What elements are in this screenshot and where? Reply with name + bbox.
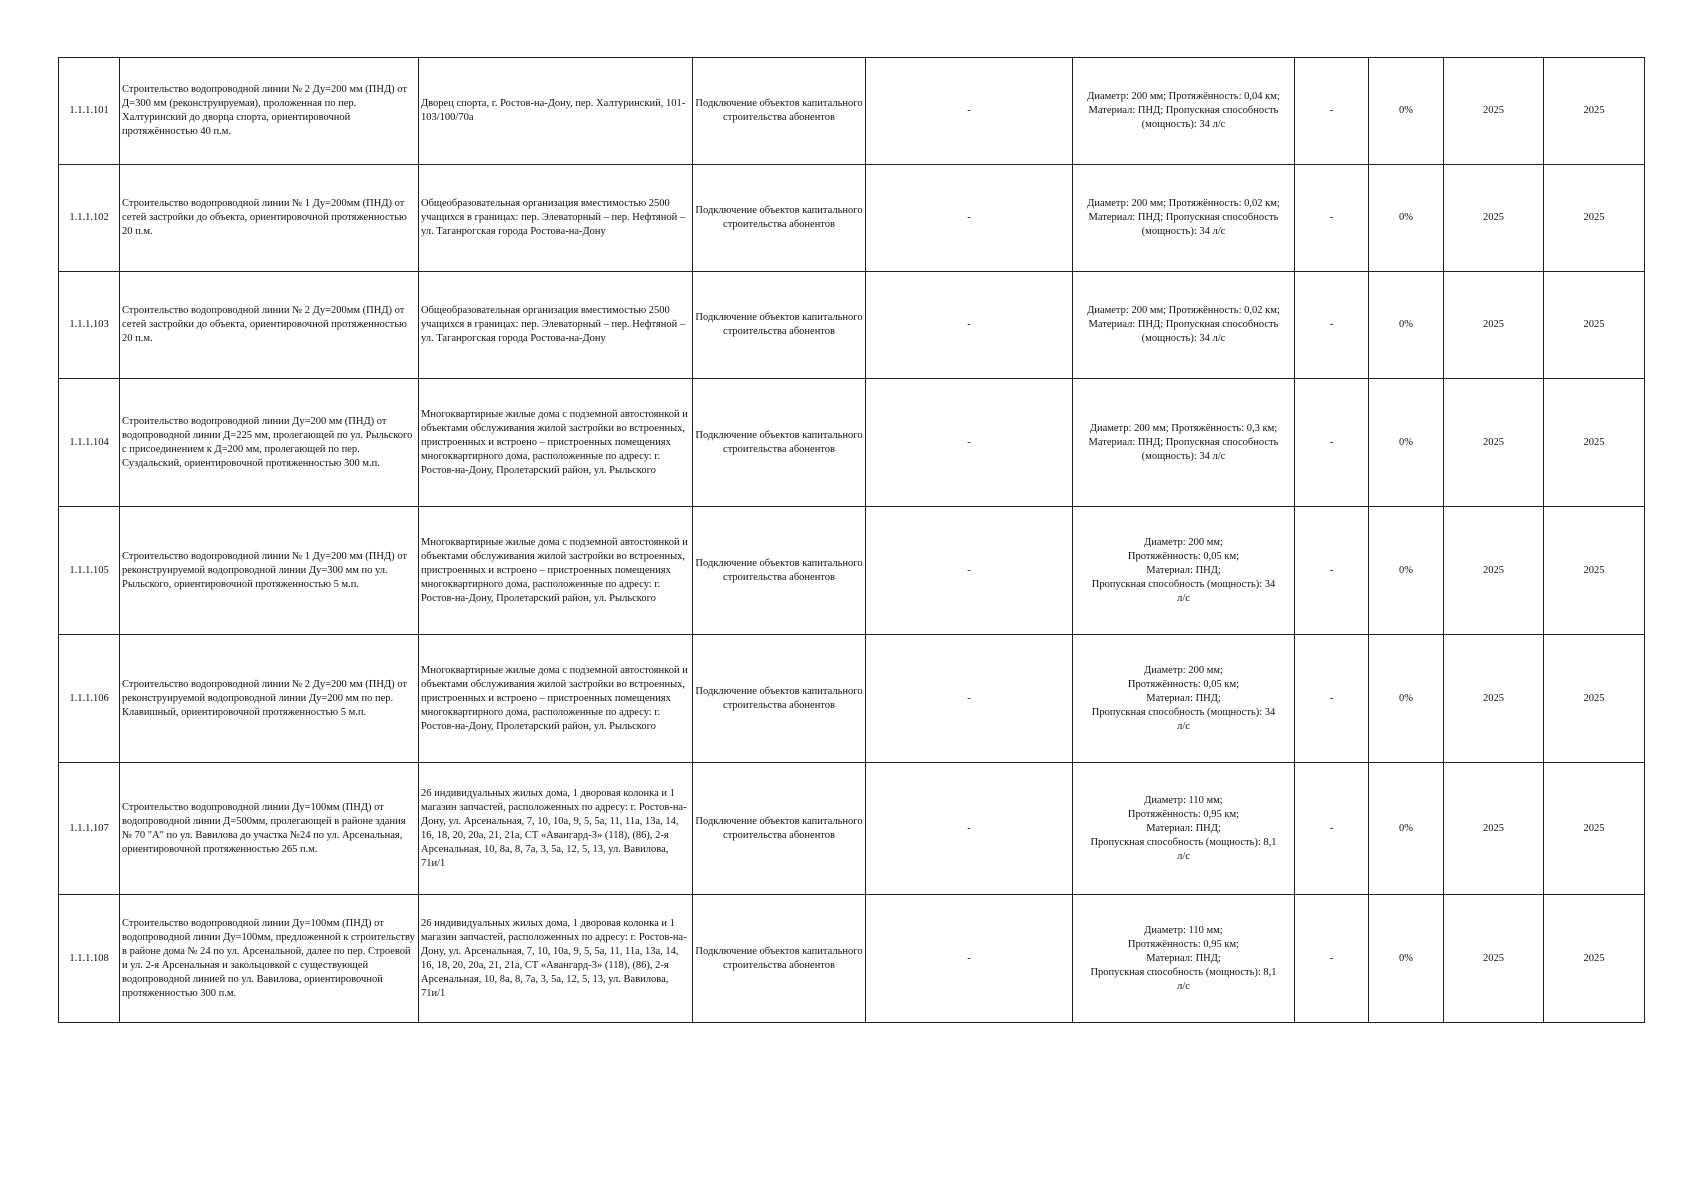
purpose-cell: Подключение объектов капитального строительства абонентов [693,58,866,165]
technical-parameter-line: (мощность): 34 л/с [1141,119,1226,130]
technical-parameters-cell [1073,272,1295,379]
table-row [59,895,1645,1023]
technical-parameter-line: Пропускная способность (мощность): 8,1 [1090,836,1277,848]
year-end-cell: 2025 [1544,272,1645,379]
table-row [59,379,1645,507]
completion-percent-cell: 0% [1369,635,1444,763]
row-id-cell: 1.1.1.103 [59,272,120,379]
year-start-cell: 2025 [1444,379,1544,507]
technical-parameters-cell [1073,763,1295,895]
row-id-cell: 1.1.1.108 [59,895,120,1023]
technical-parameter-line: л/с [1177,592,1190,604]
purpose-cell: Подключение объектов капитального строительства абонентов [693,895,866,1023]
technical-parameters-cell [1073,635,1295,763]
row-id-cell: 1.1.1.101 [59,58,120,165]
technical-parameters-cell [1073,895,1295,1023]
technical-parameters-cell [1073,507,1295,635]
technical-parameter-line: Диаметр: 200 мм; Протяжённость: 0,3 км; [1089,422,1278,434]
object-address-cell: Многоквартирные жилые дома с подземной автостоянкой и объектами обслуживания жилой застройки во встроенных, пристроенных и встроено – пристроенных помещениях многоквартирного дома, расположенные по адресу: г. Ростов-на-Дону, Пролетарский район, ул. Рыльского [419,507,693,635]
empty-value-cell: - [1295,165,1369,272]
empty-value-cell: - [866,507,1073,635]
completion-percent-cell: 0% [1369,507,1444,635]
year-end-cell: 2025 [1544,58,1645,165]
row-id-cell: 1.1.1.106 [59,635,120,763]
object-address-cell: Дворец спорта, г. Ростов-на-Дону, пер. Халтуринский, 101-103/100/70а [419,58,693,165]
object-address-cell: Многоквартирные жилые дома с подземной автостоянкой и объектами обслуживания жилой застройки во встроенных, пристроенных и встроено – пристроенных помещениях многоквартирного дома, расположенные по адресу: г. Ростов-на-Дону, Пролетарский район, ул. Рыльского [419,379,693,507]
empty-value-cell: - [1295,507,1369,635]
technical-parameter-line: Протяжённость: 0,95 км; [1127,808,1240,820]
empty-value-cell: - [1295,763,1369,895]
empty-value-cell: - [1295,272,1369,379]
year-start-cell: 2025 [1444,763,1544,895]
completion-percent-cell: 0% [1369,58,1444,165]
technical-parameters-cell [1073,379,1295,507]
empty-value-cell: - [1295,379,1369,507]
technical-parameter-line: Материал: ПНД; [1146,952,1221,964]
technical-parameter-line: Диаметр: 200 мм; Протяжённость: 0,04 км; [1087,91,1280,102]
year-start-cell: 2025 [1444,895,1544,1023]
empty-value-cell: - [866,635,1073,763]
technical-parameter-line: Диаметр: 200 мм; Протяжённость: 0,02 км; [1087,305,1280,316]
year-end-cell: 2025 [1544,635,1645,763]
empty-value-cell: - [866,379,1073,507]
purpose-cell: Подключение объектов капитального строительства абонентов [693,635,866,763]
row-id-cell: 1.1.1.107 [59,763,120,895]
purpose-cell: Подключение объектов капитального строительства абонентов [693,165,866,272]
empty-value-cell: - [1295,58,1369,165]
technical-parameter-line: Материал: ПНД; Пропускная способность [1088,319,1279,330]
project-name-cell: Строительство водопроводной линии Ду=100мм (ПНД) от водопроводной линии Д=500мм, пролегающей в районе здания № 70 "А" по ул. Вавилова до участка №24 по ул. Арсенальная, ориентировочной протяженностью 265 п.м. [120,763,419,895]
project-name-cell: Строительство водопроводной линии № 1 Ду=200мм (ПНД) от сетей застройки до объекта, ориентировочной протяженностью 20 п.м. [120,165,419,272]
technical-parameter-line: Материал: ПНД; [1146,564,1221,576]
year-end-cell: 2025 [1544,895,1645,1023]
table-row [59,507,1645,635]
table-row [59,763,1645,895]
technical-parameter-line: л/с [1177,720,1190,732]
technical-parameter-line: Диаметр: 110 мм; [1144,794,1223,806]
technical-parameter-line: Протяжённость: 0,95 км; [1127,938,1240,950]
purpose-cell: Подключение объектов капитального строительства абонентов [693,379,866,507]
technical-parameter-line: л/с [1177,980,1190,992]
year-start-cell: 2025 [1444,165,1544,272]
technical-parameter-line: Диаметр: 110 мм; [1144,924,1223,936]
empty-value-cell: - [1295,895,1369,1023]
purpose-cell: Подключение объектов капитального строительства абонентов [693,507,866,635]
year-end-cell: 2025 [1544,763,1645,895]
technical-parameter-line: Пропускная способность (мощность): 8,1 [1090,966,1277,978]
technical-parameter-line: Материал: ПНД; Пропускная способность [1088,212,1279,223]
technical-parameters-cell [1073,58,1295,165]
technical-parameter-line: (мощность): 34 л/с [1141,450,1226,462]
table-row [59,272,1645,379]
object-address-cell: 26 индивидуальных жилых дома, 1 дворовая колонка и 1 магазин запчастей, расположенных по адресу: г. Ростов-на-Дону, ул. Арсенальная, 7, 10, 10а, 9, 5, 5а, 11, 11а, 13а, 14, 16, 18, 20, 20а, 21, 21а, СТ «Авангард-3» (118), (86), 2-я Арсенальная, 10, 8а, 8, 7а, 3, 5а, 12, 5, 13, ул. Вавилова, 71и/1 [419,763,693,895]
object-address-cell: Многоквартирные жилые дома с подземной автостоянкой и объектами обслуживания жилой застройки во встроенных, пристроенных и встроено – пристроенных помещениях многоквартирного дома, расположенные по адресу: г. Ростов-на-Дону, Пролетарский район, ул. Рыльского [419,635,693,763]
year-start-cell: 2025 [1444,58,1544,165]
technical-parameter-line: Диаметр: 200 мм; Протяжённость: 0,02 км; [1087,198,1280,209]
empty-value-cell: - [866,763,1073,895]
project-name-cell: Строительство водопроводной линии Ду=100мм (ПНД) от водопроводной линии Ду=100мм, предложенной к строительству в районе дома № 24 по ул. Арсенальной, далее по пер. Строевой и ул. 2-я Арсенальная и закольцовкой с существующей водопроводной линией по ул. Вавилова, ориентировочной протяженностью 300 п.м. [120,895,419,1023]
empty-value-cell: - [1295,635,1369,763]
technical-parameter-line: Протяжённость: 0,05 км; [1127,678,1240,690]
purpose-cell: Подключение объектов капитального строительства абонентов [693,763,866,895]
object-address-cell: Общеобразовательная организация вместимостью 2500 учащихся в границах: пер. Элеваторный – пер. Нефтяной – ул. Таганрогская города Ростова-на-Дону [419,165,693,272]
year-end-cell: 2025 [1544,507,1645,635]
row-id-cell: 1.1.1.104 [59,379,120,507]
technical-parameters-cell [1073,165,1295,272]
year-start-cell: 2025 [1444,635,1544,763]
technical-parameter-line: (мощность): 34 л/с [1141,333,1226,344]
technical-parameter-line: (мощность): 34 л/с [1141,226,1226,237]
completion-percent-cell: 0% [1369,895,1444,1023]
project-name-cell: Строительство водопроводной линии № 2 Ду=200мм (ПНД) от сетей застройки до объекта, ориентировочной протяженностью 20 п.м. [120,272,419,379]
empty-value-cell: - [866,272,1073,379]
empty-value-cell: - [866,165,1073,272]
investment-program-table [58,57,1645,1023]
table-row [59,165,1645,272]
technical-parameter-line: Протяжённость: 0,05 км; [1127,550,1240,562]
year-end-cell: 2025 [1544,165,1645,272]
technical-parameter-line: Диаметр: 200 мм; [1144,536,1223,548]
object-address-cell: 26 индивидуальных жилых дома, 1 дворовая колонка и 1 магазин запчастей, расположенных по адресу: г. Ростов-на-Дону, ул. Арсенальная, 7, 10, 10а, 9, 5, 5а, 11, 11а, 13а, 14, 16, 18, 20, 20а, 21, 21а, СТ «Авангард-3» (118), (86), 2-я Арсенальная, 10, 8а, 8, 7а, 3, 5а, 12, 5, 13, ул. Вавилова, 71и/1 [419,895,693,1023]
technical-parameter-line: Пропускная способность (мощность): 34 [1091,578,1276,590]
technical-parameter-line: Диаметр: 200 мм; [1144,664,1223,676]
row-id-cell: 1.1.1.102 [59,165,120,272]
completion-percent-cell: 0% [1369,379,1444,507]
technical-parameter-line: Материал: ПНД; Пропускная способность [1088,436,1279,448]
technical-parameter-line: л/с [1177,850,1190,862]
table-row [59,58,1645,165]
empty-value-cell: - [866,895,1073,1023]
technical-parameter-line: Материал: ПНД; [1146,692,1221,704]
table-row [59,635,1645,763]
completion-percent-cell: 0% [1369,165,1444,272]
project-name-cell: Строительство водопроводной линии № 1 Ду=200 мм (ПНД) от реконструируемой водопроводной линии Ду=300 мм по ул. Рыльского, ориентировочной протяженностью 5 м.п. [120,507,419,635]
completion-percent-cell: 0% [1369,763,1444,895]
purpose-cell: Подключение объектов капитального строительства абонентов [693,272,866,379]
year-start-cell: 2025 [1444,507,1544,635]
project-name-cell: Строительство водопроводной линии № 2 Ду=200 мм (ПНД) от Д=300 мм (реконструируемая), проложенная по пер. Халтуринский до дворца спорта, ориентировочной протяжённостью 40 п.м. [120,58,419,165]
completion-percent-cell: 0% [1369,272,1444,379]
year-start-cell: 2025 [1444,272,1544,379]
empty-value-cell: - [866,58,1073,165]
table-body [59,58,1645,1023]
row-id-cell: 1.1.1.105 [59,507,120,635]
technical-parameter-line: Пропускная способность (мощность): 34 [1091,706,1276,718]
project-name-cell: Строительство водопроводной линии Ду=200 мм (ПНД) от водопроводной линии Д=225 мм, пролегающей по ул. Рыльского с присоединением к Д=200 мм, пролегающей по пер. Суздальский, ориентировочной протяженностью 300 м.п. [120,379,419,507]
project-name-cell: Строительство водопроводной линии № 2 Ду=200 мм (ПНД) от реконструируемой водопроводной линии Ду=200 мм по пер. Клавишный, ориентировочной протяженностью 5 м.п. [120,635,419,763]
year-end-cell: 2025 [1544,379,1645,507]
object-address-cell: Общеобразовательная организация вместимостью 2500 учащихся в границах: пер. Элеваторный – пер. Нефтяной – ул. Таганрогская города Ростова-на-Дону [419,272,693,379]
technical-parameter-line: Материал: ПНД; Пропускная способность [1088,105,1279,116]
technical-parameter-line: Материал: ПНД; [1146,822,1221,834]
